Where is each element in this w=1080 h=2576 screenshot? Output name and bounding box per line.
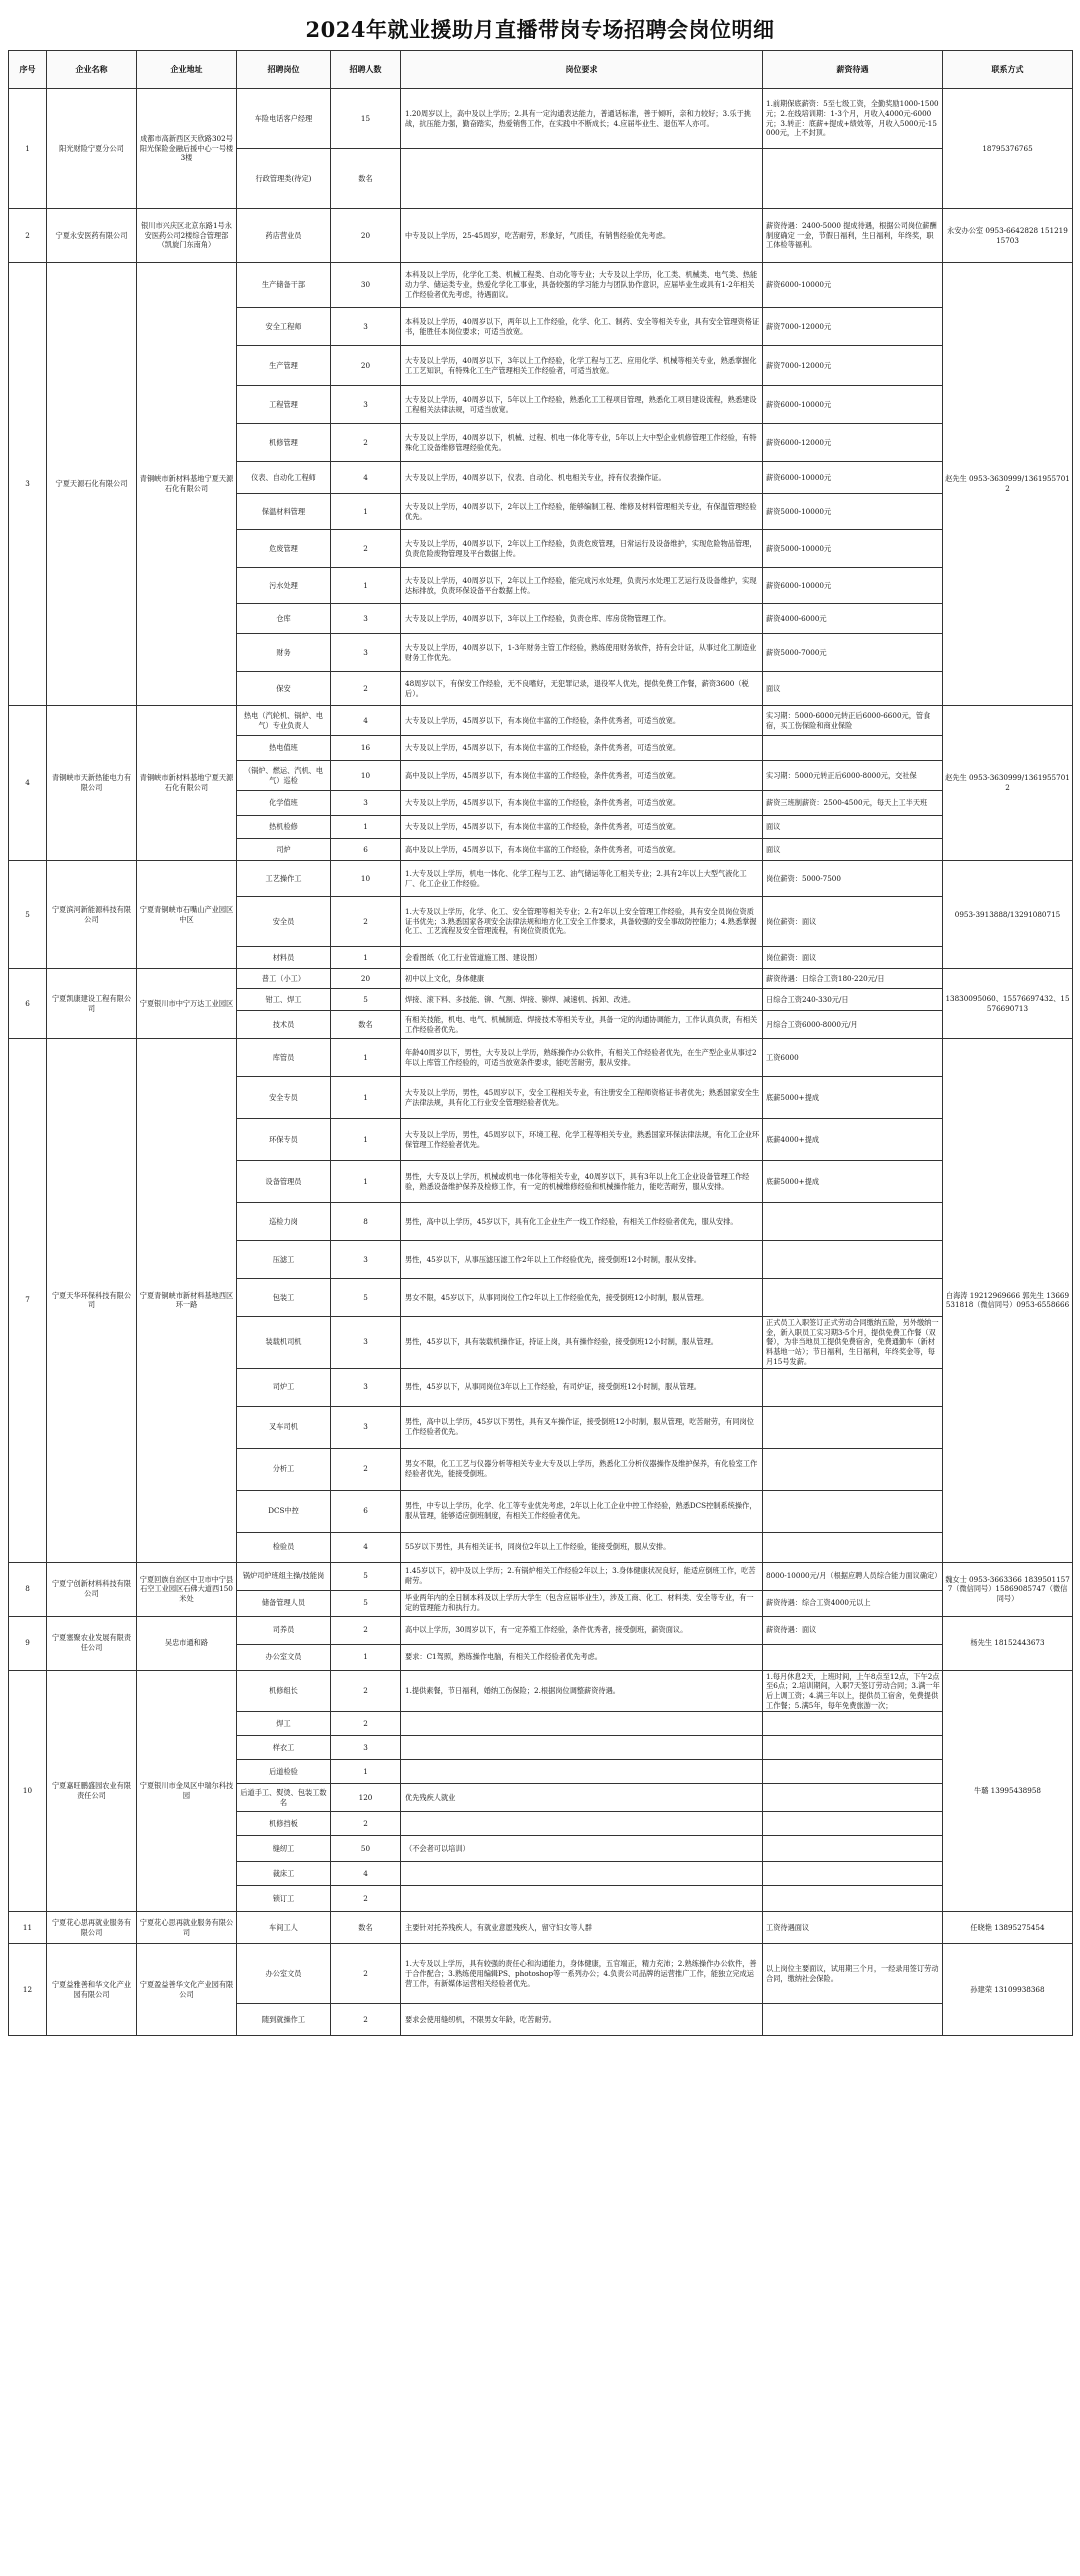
job-title: 巡检力岗 [237, 1203, 331, 1241]
contact-info: 18795376765 [943, 89, 1073, 209]
job-requirement: 1.提供素餐，节日福利，婚纳工伤保险；2.根据岗位调整薪资待遇。 [401, 1670, 763, 1712]
row-number: 4 [9, 706, 47, 861]
company-address: 青铜峡市新材料基地宁夏天源石化有限公司 [137, 263, 237, 706]
salary [763, 1784, 943, 1812]
headcount: 10 [331, 761, 401, 791]
salary [763, 1886, 943, 1912]
headcount: 30 [331, 263, 401, 308]
headcount: 15 [331, 89, 401, 149]
job-title: 后道手工、熨烫、包装工数名 [237, 1784, 331, 1812]
headcount: 3 [331, 308, 401, 346]
job-requirement: 优先残疾人就业 [401, 1784, 763, 1812]
header-cell: 招聘岗位 [237, 51, 331, 89]
table-row [9, 706, 1073, 736]
salary [763, 1279, 943, 1317]
job-title: 缝纫工 [237, 1836, 331, 1862]
salary: 薪资6000-10000元 [763, 462, 943, 494]
job-requirement: 大专及以上学历，45周岁以下，有本岗位丰富的工作经验，条件优秀者，可适当放宽。 [401, 736, 763, 761]
headcount: 20 [331, 969, 401, 989]
company-address: 宁夏青铜峡市石嘴山产业园区中区 [137, 861, 237, 969]
header-row [9, 51, 1073, 89]
job-requirement: 大专及以上学历，男性，45周岁以下，环境工程、化学工程等相关专业，熟悉国家环保法律法规，有化工企业环保管理工作经验者优先。 [401, 1119, 763, 1161]
job-requirement [401, 1736, 763, 1760]
header-cell: 序号 [9, 51, 47, 89]
salary [763, 1836, 943, 1862]
job-title: 储备管理人员 [237, 1590, 331, 1616]
salary: 工资待遇面议 [763, 1912, 943, 1944]
headcount: 1 [331, 568, 401, 604]
salary: 面议 [763, 816, 943, 839]
job-requirement: 55岁以下男性，具有相关证书，同岗位2年以上工作经验，能接受倒班，服从安排。 [401, 1532, 763, 1562]
headcount: 5 [331, 989, 401, 1011]
job-requirement: 焊接、滚下料、多技能、铆、气割、焊接、铆焊、减速机、拆卸、改进。 [401, 989, 763, 1011]
headcount: 1 [331, 947, 401, 969]
headcount: 1 [331, 1760, 401, 1784]
headcount: 3 [331, 1241, 401, 1279]
job-title: 设备管理员 [237, 1161, 331, 1203]
job-requirement: 本科及以上学历，40周岁以下，两年以上工作经验，化学、化工、制药、安全等相关专业，具有安全管理资格证书，能胜任本岗位要求；可适当放宽。 [401, 308, 763, 346]
salary: 工资6000 [763, 1039, 943, 1077]
job-title: 生产储备干部 [237, 263, 331, 308]
headcount: 6 [331, 839, 401, 861]
salary: 薪资6000-12000元 [763, 424, 943, 462]
salary [763, 1203, 943, 1241]
headcount: 5 [331, 1590, 401, 1616]
headcount: 3 [331, 791, 401, 816]
contact-info: 孙建荣 13109938368 [943, 1944, 1073, 2036]
job-requirement: 男性，45岁以下，具有装载机操作证，持证上岗，具有操作经验，接受倒班12小时制，服从管理。 [401, 1317, 763, 1369]
contact-info: 魏女士 0953-3663366 18395011577（微信同号）15869085747（微信同号） [943, 1562, 1073, 1616]
header-cell: 企业名称 [47, 51, 137, 89]
job-requirement: 主要针对托养残疾人，有就业意愿残疾人，留守妇女等人群 [401, 1912, 763, 1944]
headcount: 2 [331, 1812, 401, 1836]
job-title: 材料员 [237, 947, 331, 969]
headcount: 50 [331, 1836, 401, 1862]
job-requirement: 1.20周岁以上，高中及以上学历；2.具有一定沟通表达能力，普通话标准，善于倾听，亲和力较好；3.乐于挑战，抗压能力强，勤奋踏实，热爱销售工作，在实践中不断成长；4.应届毕业生、退伍军人亦可。 [401, 89, 763, 149]
table-row [9, 1039, 1073, 1077]
company-address: 青铜峡市新材料基地宁夏天源石化有限公司 [137, 706, 237, 861]
job-requirement: 1.大专及以上学历，化学、化工、安全管理等相关专业；2.有2年以上安全管理工作经验，具有安全员岗位资质证书优先；3.熟悉国家各项安全法律法规和地方化工安全工作要求，具备较强的安全事故防控能力；4.熟悉掌握化工、工艺流程及安全管理流程，有岗位资质优先。 [401, 897, 763, 947]
job-title: 叉车司机 [237, 1406, 331, 1448]
headcount: 1 [331, 1077, 401, 1119]
headcount: 2 [331, 1448, 401, 1490]
job-title: 压滤工 [237, 1241, 331, 1279]
salary: 以上岗位主要面议，试用期三个月，一经录用签订劳动合同，缴纳社会保险。 [763, 1944, 943, 2004]
headcount: 20 [331, 209, 401, 263]
header-cell: 岗位要求 [401, 51, 763, 89]
salary: 正式员工入职签订正式劳动合同缴纳五险，另外缴纳一金，新入职员工实习期3-5个月，提供免费工作餐（双餐），为非当地员工提供免费宿舍，免费通勤车（新材料基地一站）；节日福利，生日福利，年终奖金等，每月15号发薪。 [763, 1317, 943, 1369]
job-title: 办公室文员 [237, 1944, 331, 2004]
salary: 薪资待遇：面议 [763, 1616, 943, 1644]
salary: 月综合工资6000-8000元/月 [763, 1011, 943, 1039]
job-requirement: 高中及以上学历，45周岁以下，有本岗位丰富的工作经验，条件优秀者，可适当放宽。 [401, 839, 763, 861]
headcount: 2 [331, 1670, 401, 1712]
salary [763, 2004, 943, 2036]
job-requirement: 大专及以上学历，40周岁以下，2年以上工作经验，能够编制工程、维修及材料管理相关专业，有保温管理经验优先。 [401, 494, 763, 530]
company-address: 宁夏回族自治区中卫市中宁县石空工业园区石佛大道西150米处 [137, 1562, 237, 1616]
job-requirement: 男性，大专及以上学历，机械或机电一体化等相关专业，40周岁以下，具有3年以上化工企业设备管理工作经验，熟悉设备维护保养及检修工作，有一定的机械维修经验和机械操作能力，能吃苦耐劳，服从安排。 [401, 1161, 763, 1203]
company-name: 宁夏嘉旺鹏盛园农业有限责任公司 [47, 1670, 137, 1912]
salary [763, 1490, 943, 1532]
job-requirement: 男性，高中以上学历，45岁以下男性，具有叉车操作证，接受倒班12小时制，服从管理，吃苦耐劳，有同岗位工作经验者优先。 [401, 1406, 763, 1448]
job-requirement: 大专及以上学历，40周岁以下，1-3年财务主管工作经验，熟练使用财务软件，持有会计证，从事过化工制造业财务工作优先。 [401, 634, 763, 672]
row-number: 12 [9, 1944, 47, 2036]
headcount: 1 [331, 816, 401, 839]
job-requirement: 男女不限，化工工艺与仪器分析等相关专业大专及以上学历，熟悉化工分析仪器操作及维护保养，有化验室工作经验者优先，能接受倒班。 [401, 1448, 763, 1490]
job-title: （锅炉、燃运、汽机、电气）巡检 [237, 761, 331, 791]
salary [763, 1406, 943, 1448]
headcount: 1 [331, 1039, 401, 1077]
table-row [9, 1670, 1073, 1712]
salary: 薪资6000-10000元 [763, 386, 943, 424]
job-title: 药店营业员 [237, 209, 331, 263]
table-row [9, 263, 1073, 308]
job-title: 后道检验 [237, 1760, 331, 1784]
headcount: 2 [331, 897, 401, 947]
headcount: 3 [331, 386, 401, 424]
contact-info: 杨先生 18152443673 [943, 1616, 1073, 1670]
headcount: 2 [331, 2004, 401, 2036]
salary: 底薪5000+提成 [763, 1161, 943, 1203]
headcount: 3 [331, 1368, 401, 1406]
job-title: DCS中控 [237, 1490, 331, 1532]
salary [763, 1812, 943, 1836]
salary: 面议 [763, 672, 943, 706]
table-row [9, 1944, 1073, 2004]
job-title: 随到就操作工 [237, 2004, 331, 2036]
table-row [9, 861, 1073, 897]
headcount: 1 [331, 1644, 401, 1670]
contact-info: 白海涛 19212969666 郭先生 13669531818（微信同号）0953-6558666 [943, 1039, 1073, 1563]
job-title: 装载机司机 [237, 1317, 331, 1369]
row-number: 5 [9, 861, 47, 969]
headcount: 4 [331, 706, 401, 736]
headcount: 4 [331, 1532, 401, 1562]
headcount: 3 [331, 604, 401, 634]
job-requirement: 高中及以上学历，45周岁以下，有本岗位丰富的工作经验，条件优秀者，可适当放宽。 [401, 761, 763, 791]
headcount: 2 [331, 672, 401, 706]
job-requirement: 男女不限，45岁以下，从事同岗位工作2年以上工作经验优先，接受倒班12小时制，服从管理。 [401, 1279, 763, 1317]
job-title: 裁床工 [237, 1862, 331, 1886]
job-requirement [401, 1760, 763, 1784]
headcount: 3 [331, 634, 401, 672]
headcount: 5 [331, 1279, 401, 1317]
salary: 1.每月休息2天，上班时间，上午8点至12点，下午2点至6点；2.培训期间，入职7天签订劳动合同；3.满一年后上调工资；4.满三年以上，提供员工宿舍，免费提供工作餐；5.满5年，每年免费旅游一次； [763, 1670, 943, 1712]
job-requirement: （不会者可以培训） [401, 1836, 763, 1862]
job-requirement: 大专及以上学历，40周岁以下，2年以上工作经验，负责危废管理，日常运行及设备维护，实现危险物品管理，负责危险废物管理及平台数据上传。 [401, 530, 763, 568]
job-title: 机修组长 [237, 1670, 331, 1712]
job-title: 包装工 [237, 1279, 331, 1317]
row-number: 1 [9, 89, 47, 209]
contact-info: 赵先生 0953-3630999/13619557012 [943, 706, 1073, 861]
job-title: 危废管理 [237, 530, 331, 568]
job-requirement: 毕业两年内的全日制本科及以上学历大学生（包含应届毕业生），涉及工商、化工、材料类、安全等专业，有一定的管理能力和执行力。 [401, 1590, 763, 1616]
header-cell: 薪资待遇 [763, 51, 943, 89]
headcount: 2 [331, 1712, 401, 1736]
job-requirement: 大专及以上学历，40周岁以下，机械、过程、机电一体化等专业，5年以上大中型企业机修管理工作经验，有特殊化工设备维修管理经验优先。 [401, 424, 763, 462]
job-requirement: 1.45岁以下，初中及以上学历；2.有锅炉相关工作经验2年以上；3.身体健康状况良好，能适应倒班工作，吃苦耐劳。 [401, 1562, 763, 1590]
job-title: 检验员 [237, 1532, 331, 1562]
job-title: 保安 [237, 672, 331, 706]
contact-info: 13830095060、15576697432、15576690713 [943, 969, 1073, 1039]
company-name: 宁夏永安医药有限公司 [47, 209, 137, 263]
job-requirement: 中专及以上学历，25-45周岁，吃苦耐劳，形象好，气质佳，有销售经验优先考虑。 [401, 209, 763, 263]
company-address: 成都市高新西区天欣路302号阳光保险金融后援中心一号楼3楼 [137, 89, 237, 209]
salary [763, 1241, 943, 1279]
salary: 薪资待遇：日综合工资180-220元/日 [763, 969, 943, 989]
salary [763, 1760, 943, 1784]
job-requirement: 本科及以上学历，化学化工类、机械工程类、自动化等专业；大专及以上学历，化工类、机械类、电气类、热能动力学、储运类专业，热爱化学化工事业，具备较强的学习能力与团队协作意识，应届毕业生或具有1-2年相关工作经验者优先考虑，待遇面议。 [401, 263, 763, 308]
contact-info: 0953-3913888/13291080715 [943, 861, 1073, 969]
headcount: 3 [331, 1406, 401, 1448]
company-name: 宁夏塞聚农业发展有限责任公司 [47, 1616, 137, 1670]
job-requirement: 大专及以上学历，45周岁以下，有本岗位丰富的工作经验，条件优秀者，可适当放宽。 [401, 706, 763, 736]
company-name: 宁夏凯康建设工程有限公司 [47, 969, 137, 1039]
headcount: 1 [331, 1119, 401, 1161]
job-requirement [401, 1886, 763, 1912]
company-name: 阳光财险宁夏分公司 [47, 89, 137, 209]
job-title: 化学值班 [237, 791, 331, 816]
salary: 薪资6000-10000元 [763, 263, 943, 308]
job-requirement: 48周岁以下，有保安工作经验，无不良嗜好，无犯罪记录，退役军人优先，提供免费工作餐，薪资3600（税后）。 [401, 672, 763, 706]
company-name: 宁夏天华环保科技有限公司 [47, 1039, 137, 1563]
job-requirement: 大专及以上学历，40周岁以下，2年以上工作经验，能完成污水处理，负责污水处理工艺运行及设备维护，实现达标排放，负责环保设备平台数据上传。 [401, 568, 763, 604]
job-requirement: 高中以上学历，30周岁以下，有一定养殖工作经验，条件优秀者，接受倒班，薪资面议。 [401, 1616, 763, 1644]
headcount: 数名 [331, 1011, 401, 1039]
salary [763, 1862, 943, 1886]
job-requirement: 会看图纸（化工行业管道施工图、建设图） [401, 947, 763, 969]
salary: 岗位薪资：5000-7500 [763, 861, 943, 897]
headcount: 1 [331, 1161, 401, 1203]
contact-info: 赵先生 0953-3630999/13619557012 [943, 263, 1073, 706]
job-title: 热电（汽轮机、锅炉、电气）专业负责人 [237, 706, 331, 736]
headcount: 20 [331, 346, 401, 386]
job-table [8, 50, 1073, 2036]
headcount: 2 [331, 1616, 401, 1644]
job-requirement: 大专及以上学历，40周岁以下，3年以上工作经验，化学工程与工艺、应用化学、机械等相关专业，熟悉掌握化工工艺知识，有特殊化工生产管理相关工作经验者，可适当放宽。 [401, 346, 763, 386]
job-title: 样衣工 [237, 1736, 331, 1760]
job-title: 司炉 [237, 839, 331, 861]
headcount: 8 [331, 1203, 401, 1241]
row-number: 11 [9, 1912, 47, 1944]
company-name: 宁夏滨河新能源科技有限公司 [47, 861, 137, 969]
job-requirement [401, 149, 763, 209]
headcount: 3 [331, 1736, 401, 1760]
table-row [9, 209, 1073, 263]
job-requirement: 有相关技能，机电、电气、机械制造、焊接技术等相关专业，具备一定的沟通协调能力，工作认真负责，有相关工作经验者优先。 [401, 1011, 763, 1039]
headcount: 2 [331, 424, 401, 462]
job-title: 机修管理 [237, 424, 331, 462]
job-title: 保温材料管理 [237, 494, 331, 530]
salary: 实习期：5000-6000元转正后6000-6600元，管食宿，买工伤保险和商业保险 [763, 706, 943, 736]
header-cell: 联系方式 [943, 51, 1073, 89]
company-address: 宁夏花心思再就业服务有限公司 [137, 1912, 237, 1944]
job-requirement [401, 1812, 763, 1836]
headcount: 120 [331, 1784, 401, 1812]
salary: 薪资4000-6000元 [763, 604, 943, 634]
headcount: 数名 [331, 149, 401, 209]
company-name: 宁夏天源石化有限公司 [47, 263, 137, 706]
job-title: 行政管理类(待定) [237, 149, 331, 209]
job-title: 锅炉司炉班组主操/技能岗 [237, 1562, 331, 1590]
job-requirement: 大专及以上学历，45周岁以下，有本岗位丰富的工作经验，条件优秀者，可适当放宽。 [401, 791, 763, 816]
job-title: 工程管理 [237, 386, 331, 424]
header-cell: 招聘人数 [331, 51, 401, 89]
salary: 底薪5000+提成 [763, 1077, 943, 1119]
headcount: 10 [331, 861, 401, 897]
job-title: 焊工 [237, 1712, 331, 1736]
salary [763, 1644, 943, 1670]
salary: 岗位薪资：面议 [763, 897, 943, 947]
job-requirement: 要求：C1驾照，熟练操作电脑，有相关工作经验者优先考虑。 [401, 1644, 763, 1670]
table-row [9, 969, 1073, 989]
job-title: 司炉工 [237, 1368, 331, 1406]
job-title: 锁订工 [237, 1886, 331, 1912]
job-requirement: 1.大专及以上学历，具有较强的责任心和沟通能力，身体健康，五官端正，精力充沛；2.熟练操作办公软件，善于合作配合；3.熟练使用编辑PS、photoshop等一系列办公；4.负责公司品牌的运营推广工作，能独立完成运营工作，有新媒体运营相关经验者优先。 [401, 1944, 763, 2004]
job-requirement: 男性，中专以上学历，化学、化工等专业优先考虑，2年以上化工企业中控工作经验，熟悉DCS控制系统操作，服从管理，能够适应倒班制度，有相关工作经验者优先。 [401, 1490, 763, 1532]
headcount: 5 [331, 1562, 401, 1590]
salary [763, 736, 943, 761]
job-title: 车间工人 [237, 1912, 331, 1944]
job-title: 仪表、自动化工程师 [237, 462, 331, 494]
row-number: 8 [9, 1562, 47, 1616]
job-requirement: 1.大专及以上学历，机电一体化、化学工程与工艺、油气储运等化工相关专业；2.具有2年以上大型气液化工厂、化工企业工作经验。 [401, 861, 763, 897]
job-title: 库管员 [237, 1039, 331, 1077]
company-address: 银川市兴庆区北京东路1号永安医药公司2楼综合管理部（凯旋门东南角） [137, 209, 237, 263]
job-requirement: 年龄40周岁以下，男性，大专及以上学历，熟练操作办公软件，有相关工作经验者优先，在生产型企业从事过2年以上库管工作经验的，可适当放宽条件要求，能吃苦耐劳，服从安排。 [401, 1039, 763, 1077]
salary: 8000-10000元/月（根据应聘人员综合能力面议确定） [763, 1562, 943, 1590]
job-title: 机修挡板 [237, 1812, 331, 1836]
job-requirement: 男性，高中以上学历，45岁以下，具有化工企业生产一线工作经验，有相关工作经验者优先，服从安排。 [401, 1203, 763, 1241]
headcount: 16 [331, 736, 401, 761]
job-title: 热电值班 [237, 736, 331, 761]
job-title: 安全员 [237, 897, 331, 947]
job-requirement: 大专及以上学历，40周岁以下，5年以上工作经验，熟悉化工工程项目管理，熟悉化工项目建设流程，熟悉建设工程相关法律法规，可适当放宽。 [401, 386, 763, 424]
salary: 1.前期保底薪资：5至七级工资，全勤奖励1000-1500元；2.在线培训期：1-3个月，月收入4000元-6000元；3.转正：底薪+提成+绩效等，月收入5000元-15000元，上不封顶。 [763, 89, 943, 149]
job-title: 财务 [237, 634, 331, 672]
salary: 薪资三班制薪资：2500-4500元，每天上工半天班 [763, 791, 943, 816]
job-requirement: 大专及以上学历，45周岁以下，有本岗位丰富的工作经验，条件优秀者，可适当放宽。 [401, 816, 763, 839]
headcount: 2 [331, 530, 401, 568]
row-number: 3 [9, 263, 47, 706]
headcount: 2 [331, 1944, 401, 2004]
job-title: 钳工、焊工 [237, 989, 331, 1011]
salary: 面议 [763, 839, 943, 861]
salary: 实习期：5000元转正后6000-8000元，交社保 [763, 761, 943, 791]
salary: 底薪4000+提成 [763, 1119, 943, 1161]
salary: 薪资6000-10000元 [763, 568, 943, 604]
job-title: 司养员 [237, 1616, 331, 1644]
job-title: 安全专员 [237, 1077, 331, 1119]
salary [763, 1368, 943, 1406]
company-name: 宁夏宁创新材料科技有限公司 [47, 1562, 137, 1616]
job-title: 环保专员 [237, 1119, 331, 1161]
table-row [9, 89, 1073, 149]
salary [763, 1712, 943, 1736]
job-title: 安全工程师 [237, 308, 331, 346]
salary [763, 1736, 943, 1760]
table-body [9, 89, 1073, 2036]
company-address: 宁夏青铜峡市新材料基地西区环一路 [137, 1039, 237, 1563]
contact-info: 牛璐 13995438958 [943, 1670, 1073, 1912]
company-address: 宁夏银川市中宁万达工业园区 [137, 969, 237, 1039]
row-number: 6 [9, 969, 47, 1039]
salary: 薪资5000-10000元 [763, 530, 943, 568]
job-title: 普工（小工） [237, 969, 331, 989]
salary [763, 1448, 943, 1490]
headcount: 6 [331, 1490, 401, 1532]
job-requirement: 初中以上文化，身体健康 [401, 969, 763, 989]
job-requirement: 男性，45岁以下，从事压滤压滤工作2年以上工作经验优先，接受倒班12小时制，服从安排。 [401, 1241, 763, 1279]
headcount: 3 [331, 1317, 401, 1369]
salary: 薪资5000-10000元 [763, 494, 943, 530]
contact-info: 永安办公室 0953-6642828 15121915703 [943, 209, 1073, 263]
company-name: 宁夏益雅善和华文化产业园有限公司 [47, 1944, 137, 2036]
company-name: 宁夏花心思再就业服务有限公司 [47, 1912, 137, 1944]
job-requirement: 要求会使用缝纫机，不限男女年龄，吃苦耐劳。 [401, 2004, 763, 2036]
job-requirement [401, 1712, 763, 1736]
header-cell: 企业地址 [137, 51, 237, 89]
salary: 薪资7000-12000元 [763, 346, 943, 386]
company-address: 吴忠市通和路 [137, 1616, 237, 1670]
company-address: 宁夏银川市金凤区中瑞尔科技园 [137, 1670, 237, 1912]
row-number: 7 [9, 1039, 47, 1563]
salary [763, 149, 943, 209]
headcount: 1 [331, 494, 401, 530]
job-requirement [401, 1862, 763, 1886]
job-requirement: 男性，45岁以下，从事同岗位3年以上工作经验，有司炉证，接受倒班12小时制，服从管理。 [401, 1368, 763, 1406]
job-title: 办公室文员 [237, 1644, 331, 1670]
table-wrap [8, 50, 1072, 2570]
job-requirement: 大专及以上学历，40周岁以下，仪表、自动化、机电相关专业，持有仪表操作证。 [401, 462, 763, 494]
job-title: 技术员 [237, 1011, 331, 1039]
contact-info: 任晓艳 13895275454 [943, 1912, 1073, 1944]
table-row [9, 1616, 1073, 1644]
company-address: 宁夏盈益善华文化产业园有限公司 [137, 1944, 237, 2036]
job-requirement: 大专及以上学历，40周岁以下，3年以上工作经验，负责仓库、库房货物管理工作。 [401, 604, 763, 634]
job-title: 仓库 [237, 604, 331, 634]
job-title: 工艺操作工 [237, 861, 331, 897]
headcount: 数名 [331, 1912, 401, 1944]
salary: 岗位薪资：面议 [763, 947, 943, 969]
headcount: 4 [331, 1862, 401, 1886]
job-title: 热机检修 [237, 816, 331, 839]
salary: 薪资待遇：综合工资4000元以上 [763, 1590, 943, 1616]
page-title: 2024年就业援助月直播带岗专场招聘会岗位明细 [305, 17, 775, 42]
salary [763, 1532, 943, 1562]
table-row [9, 1562, 1073, 1590]
row-number: 9 [9, 1616, 47, 1670]
salary: 薪资待遇：2400-5000 提成待遇，根据公司岗位薪酬制度确定 一金，节假日福利，生日福利，年终奖，职工体检等福利。 [763, 209, 943, 263]
job-requirement: 大专及以上学历，男性，45周岁以下，安全工程相关专业，有注册安全工程师资格证书者优先；熟悉国家安全生产法律法规，具有化工行业安全管理经验者优先。 [401, 1077, 763, 1119]
row-number: 10 [9, 1670, 47, 1912]
salary: 薪资7000-12000元 [763, 308, 943, 346]
salary: 日综合工资240-330元/日 [763, 989, 943, 1011]
company-name: 青铜峡市天新热能电力有限公司 [47, 706, 137, 861]
job-title: 生产管理 [237, 346, 331, 386]
job-title: 分析工 [237, 1448, 331, 1490]
headcount: 2 [331, 1886, 401, 1912]
job-title: 车险电话客户经理 [237, 89, 331, 149]
table-row [9, 1912, 1073, 1944]
headcount: 4 [331, 462, 401, 494]
salary: 薪资5000-7000元 [763, 634, 943, 672]
job-title: 污水处理 [237, 568, 331, 604]
row-number: 2 [9, 209, 47, 263]
